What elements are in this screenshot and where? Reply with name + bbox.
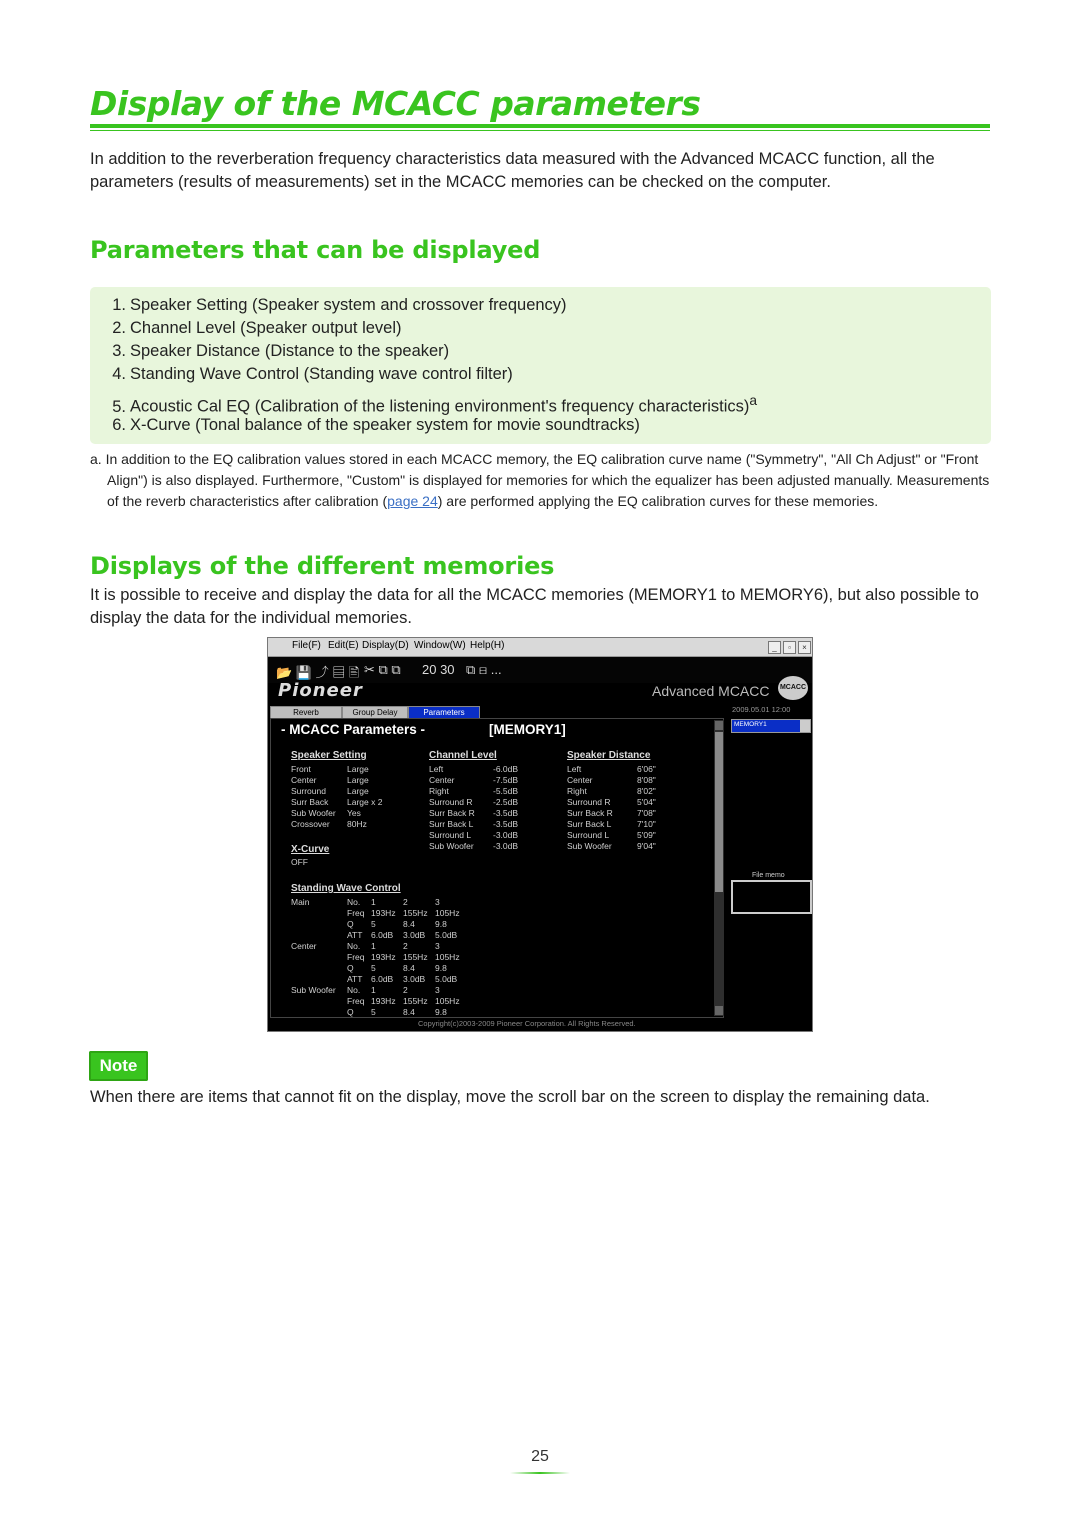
title-rule-thin [90,130,990,131]
standing-wave-cell: 5.0dB [435,930,458,940]
channel-level-label: Right [429,786,449,796]
standing-wave-cell: Freq [347,908,365,918]
speaker-distance-value: 7'10" [637,819,656,829]
speaker-distance-value: 8'08" [637,775,656,785]
channel-level-value: -3.5dB [493,808,519,818]
speaker-distance-value: 6'06" [637,764,656,774]
speaker-distance-label: Left [567,764,582,774]
standing-wave-cell: Q [347,1007,354,1017]
speaker-setting-value: 80Hz [347,819,367,829]
standing-wave-cell: Freq [347,996,365,1006]
speaker-distance-label: Center [567,775,593,785]
standing-wave-cell: 155Hz [403,996,428,1006]
standing-wave-cell: 3.0dB [403,930,426,940]
tab-parameters[interactable]: Parameters [408,706,480,719]
scroll-down-icon[interactable] [715,1006,723,1015]
standing-wave-cell: 3 [435,897,440,907]
speaker-setting-value: Large [347,764,369,774]
standing-wave-cell: 9.8 [435,963,447,973]
standing-wave-cell: 3.0dB [403,974,426,984]
menu-file[interactable]: File(F) [292,640,321,651]
parameter-list [104,294,757,437]
speaker-setting-value: Yes [347,808,361,818]
memories-paragraph: It is possible to receive and display the data for all the MCACC memories (MEMORY1 to MEMORY6), but also possible to display the data for the individual memories. [90,586,979,627]
list-item: 1. Speaker Setting (Speaker system and crossover frequency) [112,296,567,314]
list-item: 4. Standing Wave Control (Standing wave control filter) [112,365,513,383]
standing-wave-cell: 1 [371,897,376,907]
standing-wave-cell: 9.8 [435,1007,447,1017]
section-heading-memories: Displays of the different memories [90,552,555,580]
restore-icon[interactable]: ▫ [783,641,796,654]
speaker-distance-value: 8'02" [637,786,656,796]
parameters-panel [270,718,724,1018]
standing-wave-cell: 5 [371,963,376,973]
standing-wave-cell: 8.4 [403,919,415,929]
x-curve-heading: X-Curve [291,844,330,855]
standing-wave-cell: Q [347,963,354,973]
speaker-distance-value: 5'04" [637,797,656,807]
standing-wave-cell: 105Hz [435,996,460,1006]
standing-wave-cell: 6.0dB [371,930,394,940]
speaker-setting-value: Large [347,775,369,785]
standing-wave-cell: Freq [347,952,365,962]
page-title: Display of the MCACC parameters [90,84,701,123]
speaker-distance-label: Surround R [567,797,611,807]
channel-level-value: -5.5dB [493,786,519,796]
intro-paragraph: In addition to the reverberation frequency characteristics data measured with the Advanced MCACC function, all the parameters (results of measurements) set in the MCACC memories can be checked on the computer. [90,150,935,191]
copyright: Copyright(c)2003-2009 Pioneer Corporation. All Rights Reserved. [418,1019,636,1028]
standing-wave-cell: 1 [371,941,376,951]
section-heading-parameters: Parameters that can be displayed [90,236,541,264]
speaker-setting-value: Large x 2 [347,797,383,807]
standing-wave-cell: 105Hz [435,952,460,962]
product-name: Advanced MCACC [652,683,770,699]
title-rule [90,124,990,128]
channel-level-label: Surround L [429,830,472,840]
vertical-scrollbar[interactable] [714,720,724,1016]
menu-bar [268,638,812,657]
channel-level-label: Center [429,775,455,785]
channel-level-value: -2.5dB [493,797,519,807]
speaker-setting-label: Crossover [291,819,330,829]
speaker-setting-label: Sub Woofer [291,808,336,818]
close-icon[interactable]: × [798,641,811,654]
speaker-setting-label: Surr Back [291,797,329,807]
standing-wave-cell: ATT [347,974,363,984]
standing-wave-cell: 2 [403,941,408,951]
list-item: 6. X-Curve (Tonal balance of the speaker system for movie soundtracks) [112,416,640,434]
standing-wave-cell: 6.0dB [371,974,394,984]
menu-edit[interactable]: Edit(E) [328,640,359,651]
app-screenshot [267,637,813,1032]
speaker-setting-heading: Speaker Setting [291,750,367,761]
memory-select[interactable]: MEMORY1 [731,719,811,733]
standing-wave-cell: 193Hz [371,908,396,918]
channel-level-heading: Channel Level [429,750,497,761]
pioneer-logo: Pioneer [278,680,363,701]
channel-level-value: -3.0dB [493,841,519,851]
tab-reverb[interactable]: Reverb [270,706,342,719]
footnote: a. In addition to the EQ calibration values stored in each MCACC memory, the EQ calibration curve name ("Symmetry", "All Ch Adjust" or "Front Align") is also displayed. Furthermore, "Custom" is displayed for memories for which the equalizer has been adjusted manually. Measurements of the reverb characteristics after calibration (page 24) are performed applying the EQ calibration curves for these memories. [90,451,990,509]
standing-wave-cell: 155Hz [403,908,428,918]
speaker-distance-value: 7'08" [637,808,656,818]
standing-wave-cell: 2 [403,897,408,907]
scroll-thumb[interactable] [715,732,723,892]
standing-wave-cell: No. [347,941,361,951]
page-link[interactable]: page 24 [387,493,438,509]
menu-display[interactable]: Display(D) [362,640,409,651]
chevron-down-icon[interactable] [800,720,810,732]
speaker-distance-heading: Speaker Distance [567,750,651,761]
channel-level-value: -3.0dB [493,830,519,840]
standing-wave-cell: 8.4 [403,1007,415,1017]
channel-level-label: Surr Back L [429,819,474,829]
channel-level-label: Surr Back R [429,808,475,818]
standing-wave-cell: 8.4 [403,963,415,973]
standing-wave-cell: 2 [403,985,408,995]
standing-wave-cell: Q [347,919,354,929]
speaker-distance-label: Sub Woofer [567,841,612,851]
list-item: 5. Acoustic Cal EQ (Calibration of the listening environment's frequency characteristics)$^a$ [112,393,758,416]
note-badge: Note [89,1051,148,1081]
menu-help[interactable]: Help(H) [470,640,505,651]
parameter-list-box [90,287,991,444]
page-number: 25 [531,1448,549,1465]
standing-wave-cell: 3 [435,941,440,951]
standing-wave-cell: 193Hz [371,996,396,1006]
speaker-distance-label: Right [567,786,587,796]
footnote-marker: a [749,393,758,408]
standing-wave-cell: ATT [347,930,363,940]
channel-level-value: -3.5dB [493,819,519,829]
window-tools-icon[interactable]: ⧉ ⊟ ... [466,662,502,677]
standing-wave-heading: Standing Wave Control [291,883,401,894]
speaker-distance-label: Surr Back L [567,819,612,829]
speaker-distance-value: 9'04" [637,841,656,851]
channel-level-label: Left [429,764,444,774]
panel-memory: [MEMORY1] [489,722,566,737]
standing-wave-cell: No. [347,985,361,995]
list-item: 3. Speaker Distance (Distance to the speaker) [112,342,450,360]
x-curve-value: OFF [291,857,308,867]
standing-wave-cell: 105Hz [435,908,460,918]
speaker-setting-label: Surround [291,786,326,796]
channel-level-value: -6.0dB [493,764,519,774]
speaker-distance-value: 5'09" [637,830,656,840]
standing-wave-cell: 5.0dB [435,974,458,984]
scroll-up-icon[interactable] [715,721,723,730]
standing-wave-cell: 1 [371,985,376,995]
standing-wave-group: Sub Woofer [291,985,336,995]
standing-wave-group: Center [291,941,317,951]
list-item: 2. Channel Level (Speaker output level) [112,319,402,337]
speaker-setting-label: Center [291,775,317,785]
standing-wave-cell: 193Hz [371,952,396,962]
standing-wave-cell: 155Hz [403,952,428,962]
zoom-tools-icon[interactable]: 20 30 [422,662,455,677]
standing-wave-cell: 5 [371,1007,376,1017]
minimize-icon[interactable]: _ [768,641,781,654]
page-number-underline [510,1472,570,1474]
speaker-distance-label: Surr Back R [567,808,613,818]
speaker-distance-label: Surround L [567,830,610,840]
standing-wave-cell: No. [347,897,361,907]
datestamp: 2009.05.01 12:00 [732,705,791,714]
standing-wave-cell: 3 [435,985,440,995]
note-text: When there are items that cannot fit on the display, move the scroll bar on the screen to display the remaining data. [90,1088,930,1106]
panel-title: - MCACC Parameters - [281,722,426,737]
file-memo-label: File memo [752,872,785,879]
channel-level-label: Surround R [429,797,473,807]
edit-tools-icon[interactable]: ✂ ⧉ ⧉ [364,662,401,677]
speaker-setting-label: Front [291,764,311,774]
file-memo-field[interactable] [731,880,812,914]
standing-wave-group: Main [291,897,310,907]
tab-group-delay[interactable]: Group Delay [342,706,408,719]
tab-bar [268,706,812,718]
speaker-setting-value: Large [347,786,369,796]
channel-level-value: -7.5dB [493,775,519,785]
mcacc-badge-icon: MCACC [778,676,808,700]
file-tools-icon[interactable]: 📂 💾 ⤴ ▤ 🖹 [276,665,360,680]
menu-window[interactable]: Window(W) [414,640,466,651]
standing-wave-cell: 9.8 [435,919,447,929]
standing-wave-cell: 5 [371,919,376,929]
channel-level-label: Sub Woofer [429,841,474,851]
